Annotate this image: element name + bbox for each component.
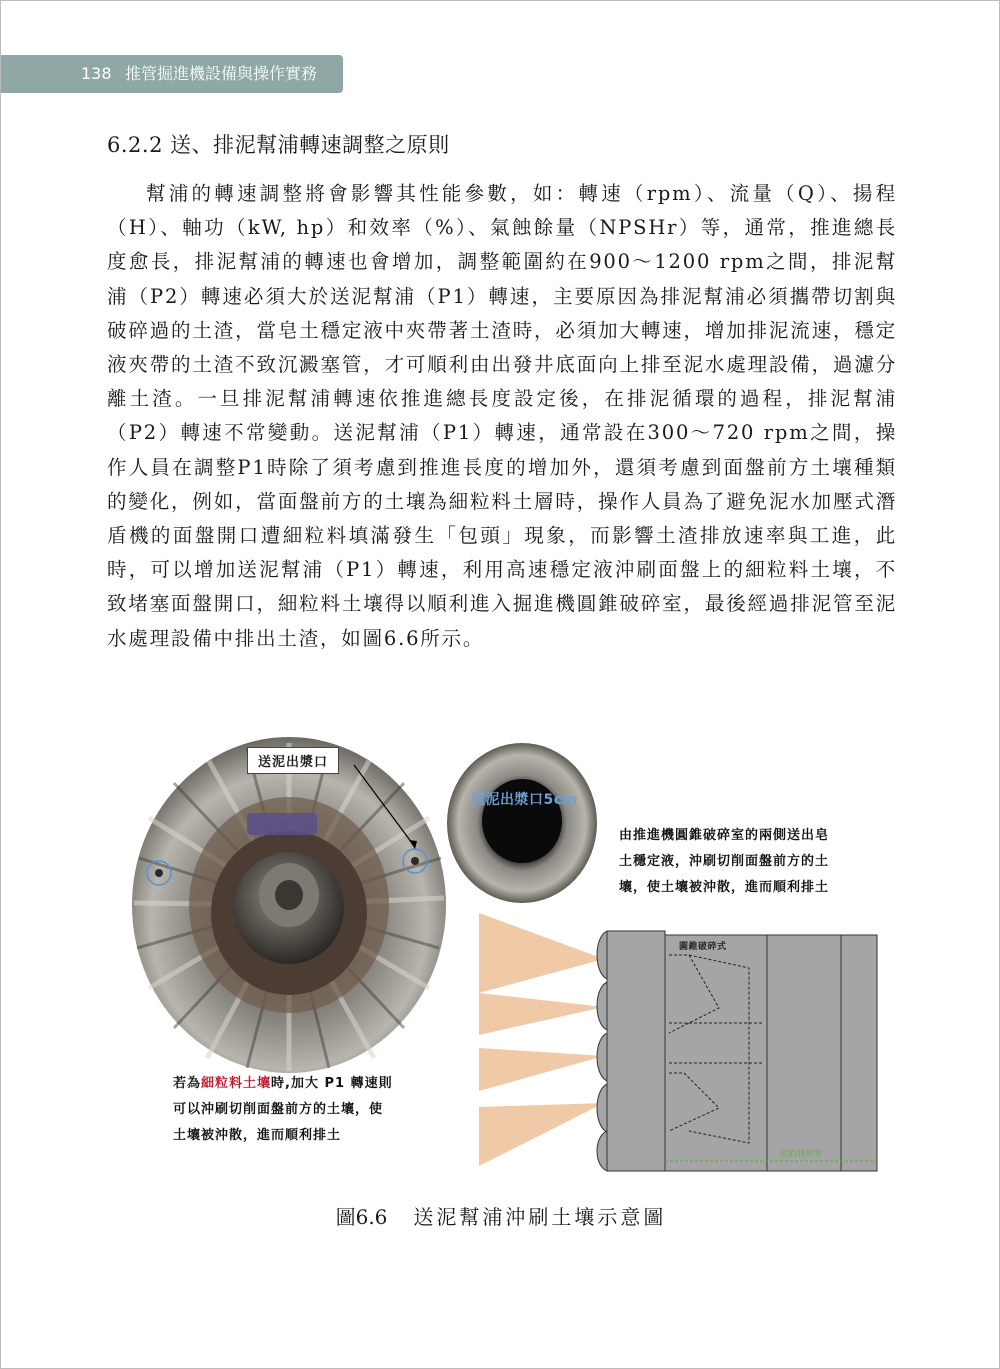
left-annotation-line-3: 土壤被沖散，進而順利排土 (173, 1128, 342, 1143)
left-annotation-line-2: 可以沖刷切削面盤前方的土壤，使 (173, 1102, 384, 1117)
running-header (1, 55, 343, 93)
left-annotation-suffix: 時,加大 P1 轉速則 (271, 1076, 393, 1091)
body-paragraph: 幫浦的轉速調整將會影響其性能參數，如：轉速（rpm）、流量（Q）、揚程（H）、軸功（kW, hp）和效率（%）、氣蝕餘量（NPSHr）等，通常，推進總長度愈長，排泥幫浦的轉速也會增加，調整範圍約在900～1200 rpm之間，排泥幫浦（P2）轉速必須大於送泥幫浦（P1）轉速，主要原因為排泥幫浦必須攜帶切割與破碎過的土渣，當皂土穩定液中夾帶著土渣時，必須加大轉速，增加排泥流速，穩定液夾帶的土渣不致沉澱塞管，才可順利由出發井底面向上排至泥水處理設備，過濾分離土渣。一旦排泥幫浦轉速依推進總長度設定後，在排泥循環的過程，排泥幫浦（P2）轉速不常變動。送泥幫浦（P1）轉速，通常設在300～720 rpm之間，操作人員在調整P1時除了須考慮到推進長度的增加外，還須考慮到面盤前方土壤種類的變化，例如，當面盤前方的土壤為細粒料土層時，操作人員為了避免泥水加壓式潛盾機的面盤開口遭細粒料填滿發生「包頭」現象，而影響土渣排放速率與工進，此時，可以增加送泥幫浦（P1）轉速，利用高速穩定液沖刷面盤上的細粒料土壤，不致堵塞面盤開口，細粒料土壤得以順利進入掘進機圓錐破碎室，最後經過排泥管至泥水處理設備中排出土渣，如圖6.6所示。 (107, 182, 897, 650)
right-annotation-line-2: 土穩定液，沖刷切削面盤前方的土 (619, 854, 830, 869)
right-annotation-line-1: 由推進機圓錐破碎室的兩側送出皂 (619, 828, 830, 843)
figure-caption (1, 1201, 1000, 1230)
left-annotation-line-1 (173, 1071, 393, 1097)
left-annotation (173, 1071, 393, 1149)
fine-soil-highlight: 細粒料土壤 (201, 1076, 272, 1091)
outlet-size-label: 送泥出漿口5cm (471, 792, 578, 808)
outlet-pipe-photo (447, 743, 597, 903)
right-annotation (619, 823, 829, 901)
cone-crusher-label: 圓錐破碎式 (679, 942, 727, 952)
cone-crusher-diagram (597, 931, 877, 1171)
outlet-label: 送泥出漿口 (247, 747, 339, 774)
caption-number: 圖6.6 (335, 1205, 388, 1229)
section-title: 6.2.2 送、排泥幫浦轉速調整之原則 (107, 133, 450, 157)
slurry-jets (479, 913, 604, 1166)
cutter-head-photo (132, 737, 446, 1073)
caption-text: 送泥幫浦沖刷土壤示意圖 (413, 1205, 667, 1229)
page-number: 138 (81, 64, 112, 83)
book-title: 推管掘進機設備與操作實務 (125, 64, 318, 83)
right-annotation-line-3: 壤，使土壤被沖散，進而順利排土 (619, 880, 830, 895)
figure-6-6 (129, 723, 879, 1183)
pipe-label: 送泥/排泥管 (779, 1149, 822, 1158)
left-annotation-prefix: 若為 (173, 1076, 202, 1091)
